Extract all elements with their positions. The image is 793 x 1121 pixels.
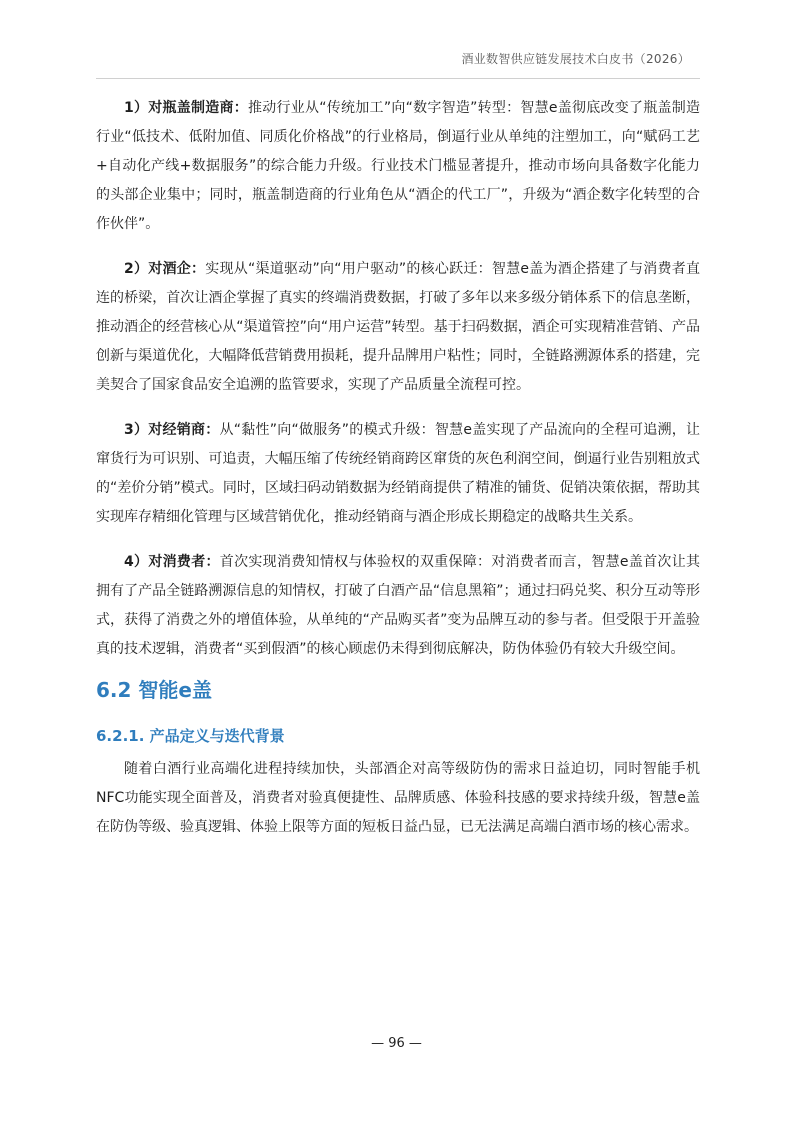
header-divider <box>96 78 700 79</box>
paragraph-spacer <box>96 239 700 255</box>
paragraph-text: 从“黏性”向“做服务”的模式升级：智慧e盖实现了产品流向的全程可追溯，让窜货行为可识别、可追责，大幅压缩了传统经销商跨区窜货的灰色利润空间，倒逼行业告别粗放式的“差价分销”模式。同时，区域扫码动销数据为经销商提供了精准的铺货、促销决策依据，帮助其实现库存精细化管理与区域营销优化，推动经销商与酒企形成长期稳定的战略共生关系。 <box>96 422 700 525</box>
paragraph-lead: 4）对消费者： <box>124 554 220 570</box>
paragraph-spacer <box>96 532 700 548</box>
paragraph-text: 推动行业从“传统加工”向“数字智造”转型：智慧e盖彻底改变了瓶盖制造行业“低技术、低附加值、同质化价格战”的行业格局，倒逼行业从单纯的注塑加工，向“赋码工艺+自动化产线+数据服务”的综合能力升级。行业技术门槛显著提升，推动市场向具备数字化能力的头部企业集中；同时，瓶盖制造商的行业角色从“酒企的代工厂”，升级为“酒企数字化转型的合作伙伴”。 <box>96 100 701 232</box>
paragraph-lead: 3）对经销商： <box>124 422 220 438</box>
paragraph-text: 随着白酒行业高端化进程持续加快，头部酒企对高等级防伪的需求日益迫切，同时智能手机NFC功能实现全面普及，消费者对验真便捷性、品牌质感、体验科技感的要求持续升级，智慧e盖在防伪等级、验真逻辑、体验上限等方面的短板日益凸显，已无法满足高端白酒市场的核心需求。 <box>96 761 700 835</box>
running-header: 酒业数智供应链发展技术白皮书（2026） <box>461 52 690 66</box>
page-number: — 96 — <box>371 1036 422 1051</box>
paragraph-consumers <box>96 548 700 664</box>
paragraph-iteration-background <box>96 755 700 842</box>
paragraph-lead: 2）对酒企： <box>124 261 206 277</box>
page-body <box>96 94 700 842</box>
paragraph-spacer <box>96 400 700 416</box>
paragraph-distributors <box>96 416 700 532</box>
section-heading: 6.2 智能e盖 <box>96 678 212 702</box>
paragraph-liquor-enterprises <box>96 255 700 400</box>
paragraph-lead: 1）对瓶盖制造商： <box>124 100 249 116</box>
paragraph-text: 实现从“渠道驱动”向“用户驱动”的核心跃迁：智慧e盖为酒企搭建了与消费者直连的桥梁，首次让酒企掌握了真实的终端消费数据，打破了多年以来多级分销体系下的信息垄断，推动酒企的经营核心从“渠道管控”向“用户运营”转型。基于扫码数据，酒企可实现精准营销、产品创新与渠道优化，大幅降低营销费用损耗，提升品牌用户粘性；同时，全链路溯源体系的搭建，完美契合了国家食品安全追溯的监管要求，实现了产品质量全流程可控。 <box>96 261 700 393</box>
paragraph-text: 首次实现消费知情权与体验权的双重保障：对消费者而言，智慧e盖首次让其拥有了产品全链路溯源信息的知情权，打破了白酒产品“信息黑箱”；通过扫码兑奖、积分互动等形式，获得了消费之外的增值体验，从单纯的“产品购买者”变为品牌互动的参与者。但受限于开盖验真的技术逻辑，消费者“买到假酒”的核心顾虑仍未得到彻底解决，防伪体验仍有较大升级空间。 <box>96 554 700 657</box>
subsection-heading: 6.2.1. 产品定义与迭代背景 <box>96 727 285 745</box>
paragraph-bottle-cap-manufacturers <box>96 94 700 239</box>
